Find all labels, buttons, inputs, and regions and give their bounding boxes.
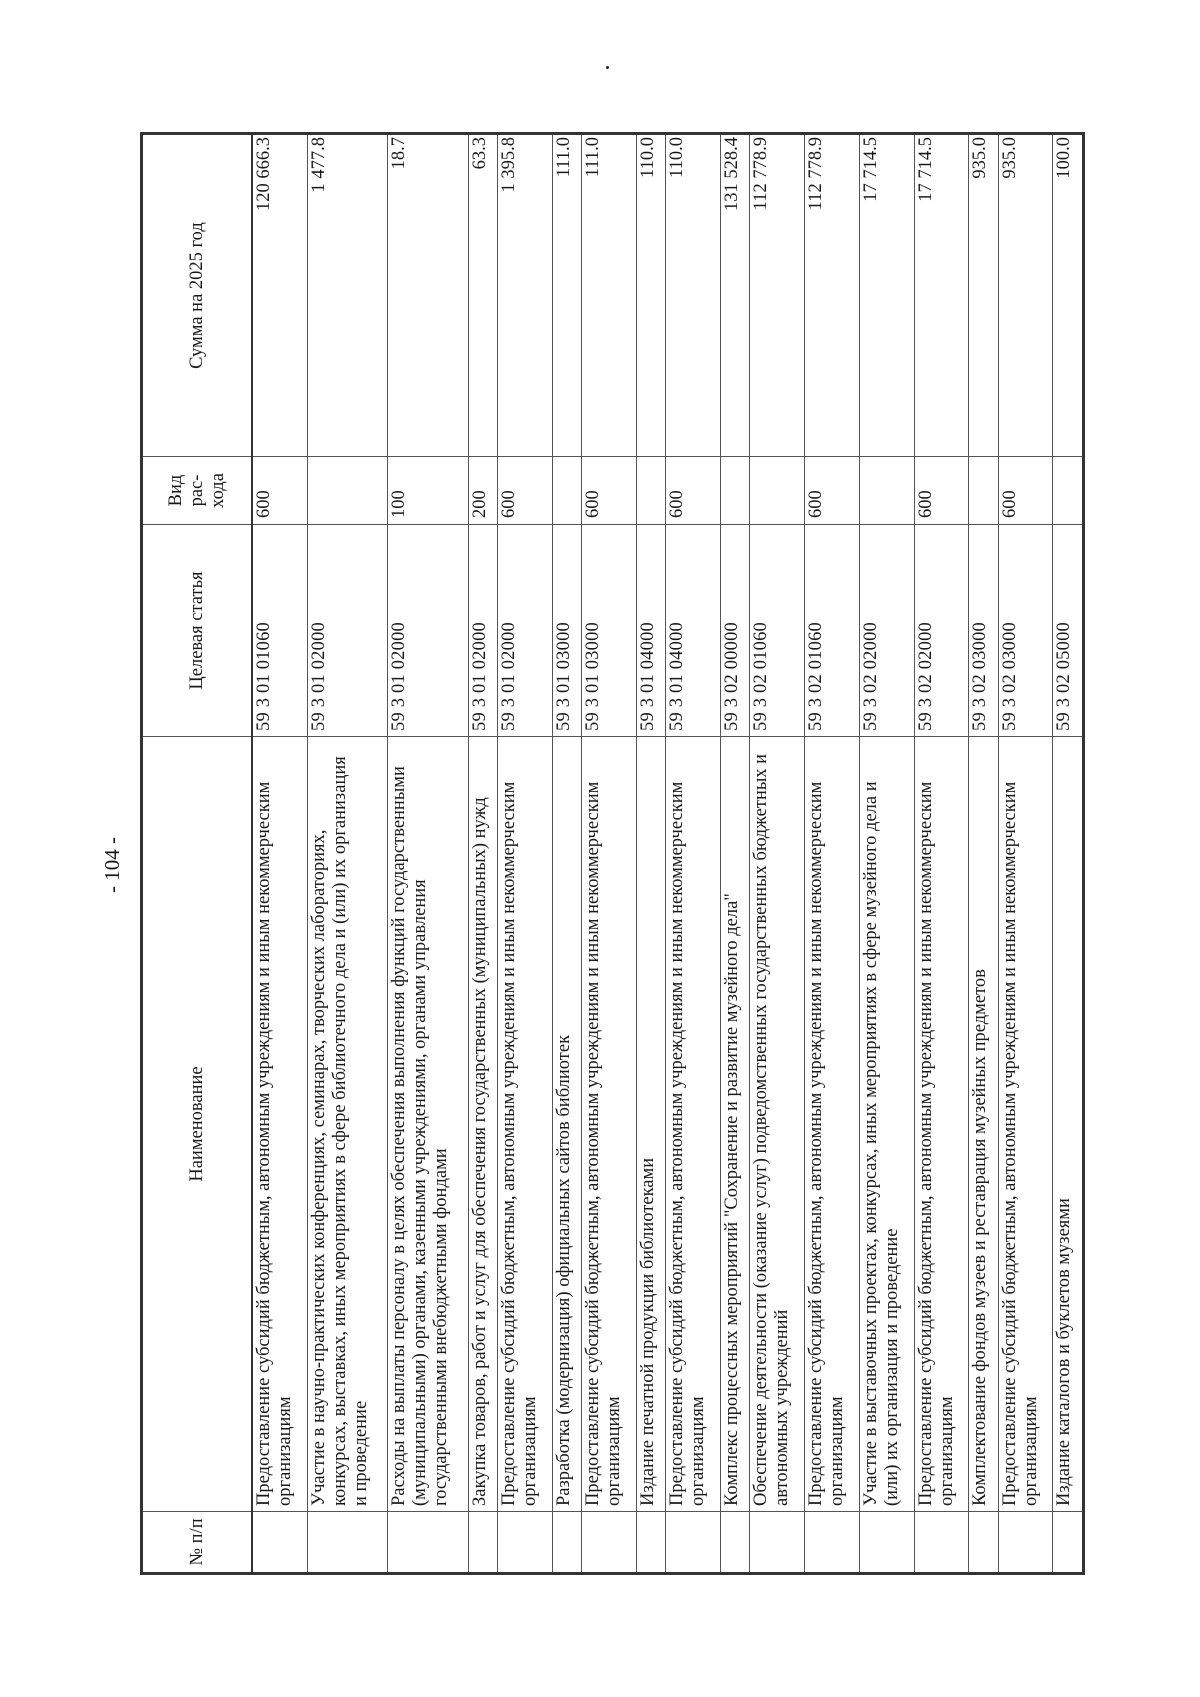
table-row <box>582 134 637 1574</box>
cell-expense-type: 600 <box>804 457 859 525</box>
cell-expense-type: 600 <box>914 457 969 525</box>
cell-expense-type <box>720 457 749 525</box>
cell-expense-type <box>1053 457 1084 525</box>
cell-target-article: 59 3 01 02000 <box>307 525 387 737</box>
cell-num <box>969 1512 998 1574</box>
cell-target-article: 59 3 02 02000 <box>914 525 969 737</box>
table-row <box>666 134 721 1574</box>
cell-sum-2025: 111.0 <box>582 134 637 457</box>
cell-num <box>552 1512 581 1574</box>
table-row <box>388 134 468 1574</box>
cell-target-article: 59 3 01 04000 <box>636 525 665 737</box>
cell-sum-2025: 112 778.9 <box>804 134 859 457</box>
cell-sum-2025: 18.7 <box>388 134 468 457</box>
table-row <box>552 134 581 1574</box>
cell-sum-2025: 1 477.8 <box>307 134 387 457</box>
cell-expense-type: 200 <box>468 457 497 525</box>
cell-sum-2025: 100.0 <box>1053 134 1084 457</box>
cell-num <box>468 1512 497 1574</box>
table-row <box>804 134 859 1574</box>
cell-expense-type <box>307 457 387 525</box>
cell-target-article: 59 3 01 02000 <box>388 525 468 737</box>
cell-sum-2025: 935.0 <box>969 134 998 457</box>
cell-expense-type: 100 <box>388 457 468 525</box>
cell-target-article: 59 3 01 02000 <box>497 525 552 737</box>
cell-num <box>388 1512 468 1574</box>
header-kind: Вид рас-хода <box>142 457 253 525</box>
cell-target-article: 59 3 01 03000 <box>552 525 581 737</box>
scan-mark <box>606 66 609 69</box>
cell-name: Предоставление субсидий бюджетным, автономным учреждениям и иным некоммерческим организациям <box>582 737 637 1512</box>
header-code: Целевая статья <box>142 525 253 737</box>
cell-name: Комплекс процессных мероприятий "Сохранение и развитие музейного дела" <box>720 737 749 1512</box>
cell-target-article: 59 3 01 01060 <box>252 525 307 737</box>
cell-target-article: 59 3 02 01060 <box>804 525 859 737</box>
cell-name: Закупка товаров, работ и услуг для обеспечения государственных (муниципальных) нужд <box>468 737 497 1512</box>
header-num: № п/п <box>142 1512 253 1574</box>
table-row <box>497 134 552 1574</box>
cell-expense-type <box>969 457 998 525</box>
cell-num <box>497 1512 552 1574</box>
cell-num <box>804 1512 859 1574</box>
budget-table-container <box>140 135 1085 1575</box>
cell-name: Комплектование фондов музеев и реставрация музейных предметов <box>969 737 998 1512</box>
cell-target-article: 59 3 01 04000 <box>666 525 721 737</box>
cell-sum-2025: 111.0 <box>552 134 581 457</box>
cell-name: Предоставление субсидий бюджетным, автономным учреждениям и иным некоммерческим организациям <box>914 737 969 1512</box>
cell-name: Предоставление субсидий бюджетным, автономным учреждениям и иным некоммерческим организациям <box>252 737 307 1512</box>
cell-num <box>859 1512 914 1574</box>
cell-name: Обеспечение деятельности (оказание услуг) подведомственных государственных бюджетных и автономных учреждений <box>750 737 805 1512</box>
cell-target-article: 59 3 02 03000 <box>969 525 998 737</box>
cell-sum-2025: 17 714.5 <box>859 134 914 457</box>
cell-num <box>914 1512 969 1574</box>
cell-sum-2025: 1 395.8 <box>497 134 552 457</box>
cell-expense-type: 600 <box>998 457 1053 525</box>
cell-target-article: 59 3 02 00000 <box>720 525 749 737</box>
table-body <box>252 134 1084 1574</box>
cell-name: Предоставление субсидий бюджетным, автономным учреждениям и иным некоммерческим организациям <box>497 737 552 1512</box>
cell-num <box>750 1512 805 1574</box>
table-row <box>859 134 914 1574</box>
cell-sum-2025: 110.0 <box>666 134 721 457</box>
cell-num <box>252 1512 307 1574</box>
cell-sum-2025: 110.0 <box>636 134 665 457</box>
cell-name: Расходы на выплаты персоналу в целях обеспечения выполнения функций государственными (муниципальными) органами, казенными учреждениями, органами управления государственными внебюджетными фондами <box>388 737 468 1512</box>
table-row <box>750 134 805 1574</box>
cell-target-article: 59 3 01 02000 <box>468 525 497 737</box>
cell-num <box>720 1512 749 1574</box>
cell-expense-type: 600 <box>252 457 307 525</box>
cell-target-article: 59 3 02 02000 <box>859 525 914 737</box>
table-row <box>307 134 387 1574</box>
cell-target-article: 59 3 02 03000 <box>998 525 1053 737</box>
cell-name: Участие в выставочных проектах, конкурсах, иных мероприятиях в сфере музейного дела и (или) их организация и проведение <box>859 737 914 1512</box>
table-row <box>1053 134 1084 1574</box>
cell-num <box>998 1512 1053 1574</box>
cell-sum-2025: 63.3 <box>468 134 497 457</box>
table-row <box>636 134 665 1574</box>
cell-name: Разработка (модернизация) официальных сайтов библиотек <box>552 737 581 1512</box>
page-number: - 104 - <box>100 837 124 893</box>
cell-target-article: 59 3 02 01060 <box>750 525 805 737</box>
cell-target-article: 59 3 02 05000 <box>1053 525 1084 737</box>
cell-num <box>307 1512 387 1574</box>
cell-expense-type <box>859 457 914 525</box>
table-row <box>998 134 1053 1574</box>
cell-name: Предоставление субсидий бюджетным, автономным учреждениям и иным некоммерческим организациям <box>804 737 859 1512</box>
table-header-row <box>142 134 253 1574</box>
cell-sum-2025: 935.0 <box>998 134 1053 457</box>
cell-expense-type <box>552 457 581 525</box>
cell-name: Издание печатной продукции библиотеками <box>636 737 665 1512</box>
cell-name: Участие в научно-практических конференциях, семинарах, творческих лабораториях, конкурсах, выставках, иных мероприятиях в сфере библиотечного дела и (или) их организация и проведение <box>307 737 387 1512</box>
cell-expense-type <box>750 457 805 525</box>
cell-name: Предоставление субсидий бюджетным, автономным учреждениям и иным некоммерческим организациям <box>998 737 1053 1512</box>
table-row <box>468 134 497 1574</box>
cell-sum-2025: 120 666.3 <box>252 134 307 457</box>
cell-target-article: 59 3 01 03000 <box>582 525 637 737</box>
budget-table <box>140 132 1085 1575</box>
header-name: Наименование <box>142 737 253 1512</box>
cell-expense-type: 600 <box>666 457 721 525</box>
header-sum: Сумма на 2025 год <box>142 134 253 457</box>
cell-expense-type: 600 <box>582 457 637 525</box>
table-row <box>720 134 749 1574</box>
cell-sum-2025: 112 778.9 <box>750 134 805 457</box>
cell-sum-2025: 17 714.5 <box>914 134 969 457</box>
cell-sum-2025: 131 528.4 <box>720 134 749 457</box>
cell-name: Предоставление субсидий бюджетным, автономным учреждениям и иным некоммерческим организациям <box>666 737 721 1512</box>
table-row <box>252 134 307 1574</box>
table-row <box>969 134 998 1574</box>
cell-num <box>1053 1512 1084 1574</box>
cell-expense-type <box>636 457 665 525</box>
cell-expense-type: 600 <box>497 457 552 525</box>
table-row <box>914 134 969 1574</box>
cell-num <box>636 1512 665 1574</box>
cell-num <box>582 1512 637 1574</box>
cell-num <box>666 1512 721 1574</box>
cell-name: Издание каталогов и буклетов музеями <box>1053 737 1084 1512</box>
